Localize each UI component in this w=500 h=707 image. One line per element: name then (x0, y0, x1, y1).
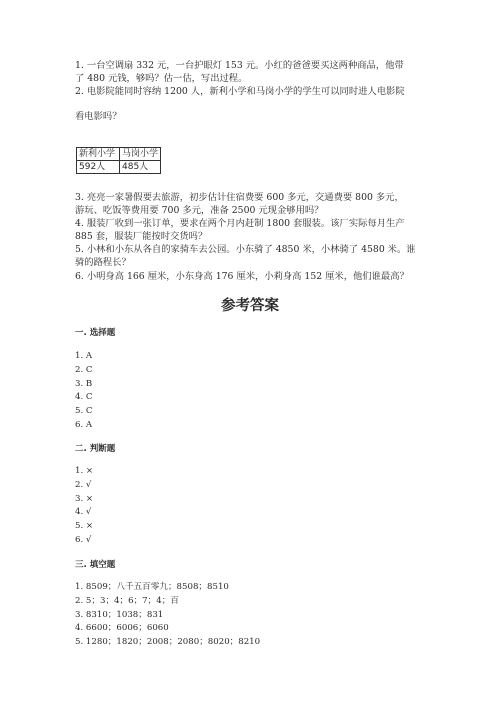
list-item: 5. 1280；1820；2008；2080；8020；8210 (75, 637, 261, 648)
table-cell: 485人 (120, 161, 161, 174)
list-item: 3. 8310；1038；831 (75, 609, 164, 620)
question-3 (75, 192, 435, 218)
table-header-row (77, 148, 161, 161)
student-count-table (76, 147, 161, 174)
list-item: 1. 8509；八千五百零九；8508；8510 (75, 582, 229, 592)
list-item: 6. √ (75, 534, 92, 545)
question-line: 3. 亮亮一家暑假要去旅游，初步估计住宿费要 600 多元，交通费要 800 多元， (75, 192, 404, 203)
section-heading-fill: 三. 填空题 (75, 560, 116, 570)
question-5 (75, 244, 435, 270)
list-item: 2. √ (75, 479, 92, 490)
question-line: 5. 小林和小东从各自的家骑车去公园。小东骑了 4850 米，小林骑了 4580 米。谁 (75, 244, 416, 255)
list-item: 6. A (75, 419, 93, 430)
question-line: 6. 小明身高 166 厘米，小东身高 176 厘米，小莉身高 152 厘米，他们谁最高？ (75, 271, 409, 282)
table-header-cell: 新利小学 (77, 148, 120, 161)
question-1 (75, 60, 435, 86)
list-item: 1. A (75, 351, 93, 361)
table-row (77, 161, 161, 174)
table-header-cell: 马岗小学 (120, 148, 161, 161)
list-item: 2. 5；3；4；6；7；4；百 (75, 595, 179, 606)
list-item: 4. 6600；6006；6060 (75, 623, 169, 634)
question-line: 了 480 元钱，够吗？估一估，写出过程。 (75, 72, 248, 84)
section-heading-choice: 一. 选择题 (75, 328, 116, 338)
list-item: 3. × (75, 493, 94, 504)
section-heading-judge: 二. 判断题 (75, 444, 116, 454)
question-line: 1. 一台空调扇 332 元，一台护眼灯 153 元。小红的爸爸要买这两种商品，他带 (75, 60, 404, 71)
list-item: 5. × (75, 521, 94, 532)
list-item: 4. C (75, 392, 93, 403)
answer-list-choice (75, 350, 93, 433)
question-line: 2. 电影院能同时容纳 1200 人，新利小学和马岗小学的学生可以同时进人电影院 (75, 86, 405, 97)
answer-list-fill (75, 581, 260, 650)
list-item: 3. B (75, 378, 93, 389)
list-item: 5. C (75, 406, 93, 417)
question-4 (75, 218, 435, 244)
question-line: 4. 服装厂收到一张订单，要求在两个月内赶制 1800 套服装。该厂实际每月生产 (75, 218, 405, 229)
answer-key-title: 参考答案 (221, 298, 279, 314)
list-item: 2. C (75, 364, 93, 375)
question-6 (75, 271, 435, 284)
question-line: 885 套，服装厂能按时交货吗？ (75, 230, 208, 242)
question-line: 游玩、吃饭等费用要 700 多元，准备 2500 元现金够用吗？ (75, 204, 324, 216)
question-2 (75, 86, 435, 99)
question-line: 看电影吗？ (75, 111, 122, 122)
list-item: 1. × (75, 466, 94, 476)
question-line: 骑的路程长？ (75, 256, 131, 268)
table-cell: 592人 (77, 161, 120, 174)
list-item: 4. √ (75, 507, 92, 518)
question-2-continued (75, 111, 435, 124)
answer-list-judge (75, 465, 93, 548)
